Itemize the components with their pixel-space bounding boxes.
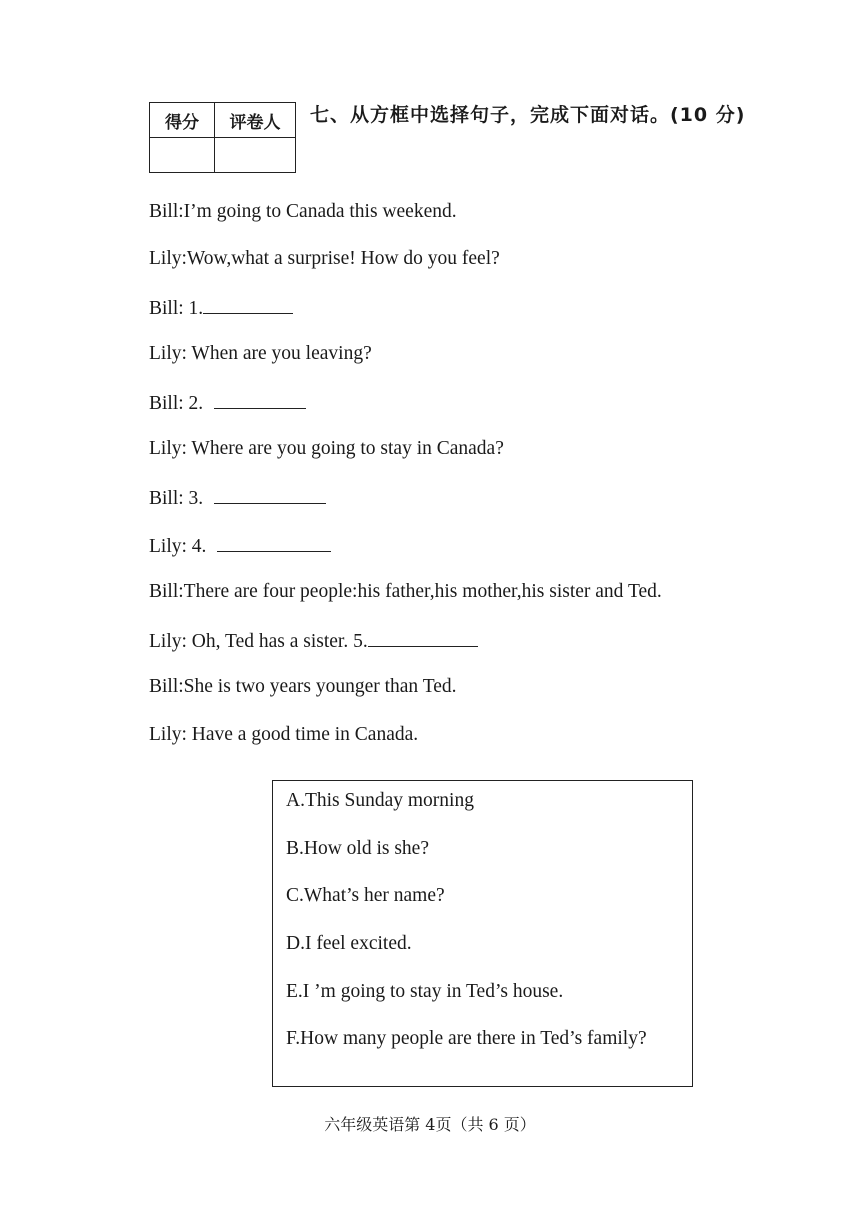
option-f: F.How many people are there in Ted’s family? <box>286 1028 647 1049</box>
answer-blank-3[interactable] <box>214 483 326 504</box>
options-box <box>272 780 693 1087</box>
answer-blank-1[interactable] <box>203 293 293 314</box>
grader-header: 评卷人 <box>215 103 296 138</box>
option-a: A.This Sunday morning <box>286 790 474 811</box>
option-c: C.What’s her name? <box>286 885 445 906</box>
dialogue-line: Bill:I’m going to Canada this weekend. <box>149 201 457 222</box>
dialogue-line: Bill: 3. <box>149 483 326 511</box>
dialogue-line: Lily: 4. <box>149 531 331 559</box>
dialogue-line: Bill: 2. <box>149 388 306 416</box>
dialogue-line: Lily:Wow,what a surprise! How do you feel? <box>149 248 500 269</box>
answer-blank-5[interactable] <box>368 626 478 647</box>
dialogue-line: Lily: Oh, Ted has a sister. 5. <box>149 626 478 654</box>
page-footer: 六年级英语第 4页（共 6 页） <box>324 1115 536 1134</box>
score-cell[interactable] <box>150 138 215 173</box>
grader-cell[interactable] <box>215 138 296 173</box>
option-d: D.I feel excited. <box>286 933 412 954</box>
score-header: 得分 <box>150 103 215 138</box>
answer-blank-4[interactable] <box>217 531 331 552</box>
option-b: B.How old is she? <box>286 838 429 859</box>
dialogue-line: Bill:There are four people:his father,his mother,his sister and Ted. <box>149 581 662 602</box>
score-table <box>149 102 296 173</box>
dialogue-line: Bill:She is two years younger than Ted. <box>149 676 457 697</box>
dialogue-line: Lily: Have a good time in Canada. <box>149 724 419 745</box>
answer-blank-2[interactable] <box>214 388 306 409</box>
dialogue-line: Lily: When are you leaving? <box>149 343 372 364</box>
dialogue-line: Bill: 1. <box>149 293 293 321</box>
option-e: E.I ’m going to stay in Ted’s house. <box>286 981 564 1002</box>
dialogue-line: Lily: Where are you going to stay in Canada? <box>149 438 504 459</box>
section-title: 七、从方框中选择句子，完成下面对话。(10 分) <box>310 104 746 126</box>
